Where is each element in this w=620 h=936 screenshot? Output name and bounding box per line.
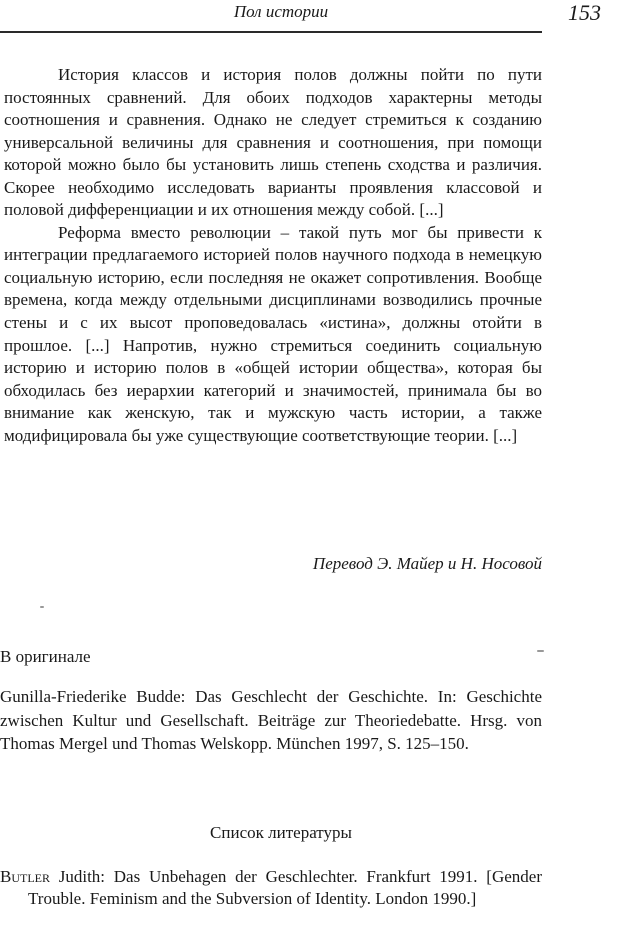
translator-credit: Перевод Э. Майер и Н. Носовой — [312, 554, 542, 573]
running-header — [0, 0, 620, 38]
bibliography-author: Butler — [0, 867, 50, 886]
scan-speck — [537, 650, 544, 652]
bibliography-heading: Список литературы — [210, 823, 352, 842]
original-citation: Gunilla-Friederike Budde: Das Geschlecht der Geschichte. In: Geschichte zwischen Kultur und Gesellschaft. Beiträge zur Theoriedebatte. Hrsg. von Thomas Mergel und Thomas Welskopp. München 1997, S. 125–150. — [0, 687, 542, 753]
original-heading: В оригинале — [0, 647, 91, 666]
bibliography-entry — [0, 866, 542, 910]
header-rule — [0, 31, 542, 33]
running-title: Пол истории — [233, 2, 329, 21]
scan-speck — [40, 606, 44, 608]
main-text — [4, 64, 542, 447]
paragraph: Реформа вместо революции – такой путь мог бы привести к интеграции предлагаемого историей полов научного подхода в немецкую социальную историю, если последняя не окажет сопротивления. Вообще времена, когда между отдельными дисциплинами возводились прочные стены и с их высот проповедовалась «истина», должны отойти в прошлое. [...] Напротив, нужно стремиться соединить социальную историю и историю полов в «общей истории общества», которая бы обходилась без иерархии категорий и значимостей, принимала бы во внимание как женскую, так и мужскую часть истории, а также модифицировала бы уже существующие соответствующие теории. [...] — [4, 222, 542, 445]
paragraph: История классов и история полов должны пойти по пути постоянных сравнений. Для обоих подходов характерны методы соотношения и сравнения. Однако не следует стремиться к созданию универсальной величины для сравнения и соотношения, при помощи которой можно было бы установить лишь степень сходства и различия. Скорее необходимо исследовать варианты проявления классовой и половой дифференциации и их отношения между собой. [...] — [4, 65, 542, 220]
page-number: 153 — [568, 0, 601, 25]
bibliography-entry-text: Judith: Das Unbehagen der Geschlechter. Frankfurt 1991. [Gender Trouble. Feminism and the Subversion of Identity. London 1990.] — [28, 867, 542, 908]
